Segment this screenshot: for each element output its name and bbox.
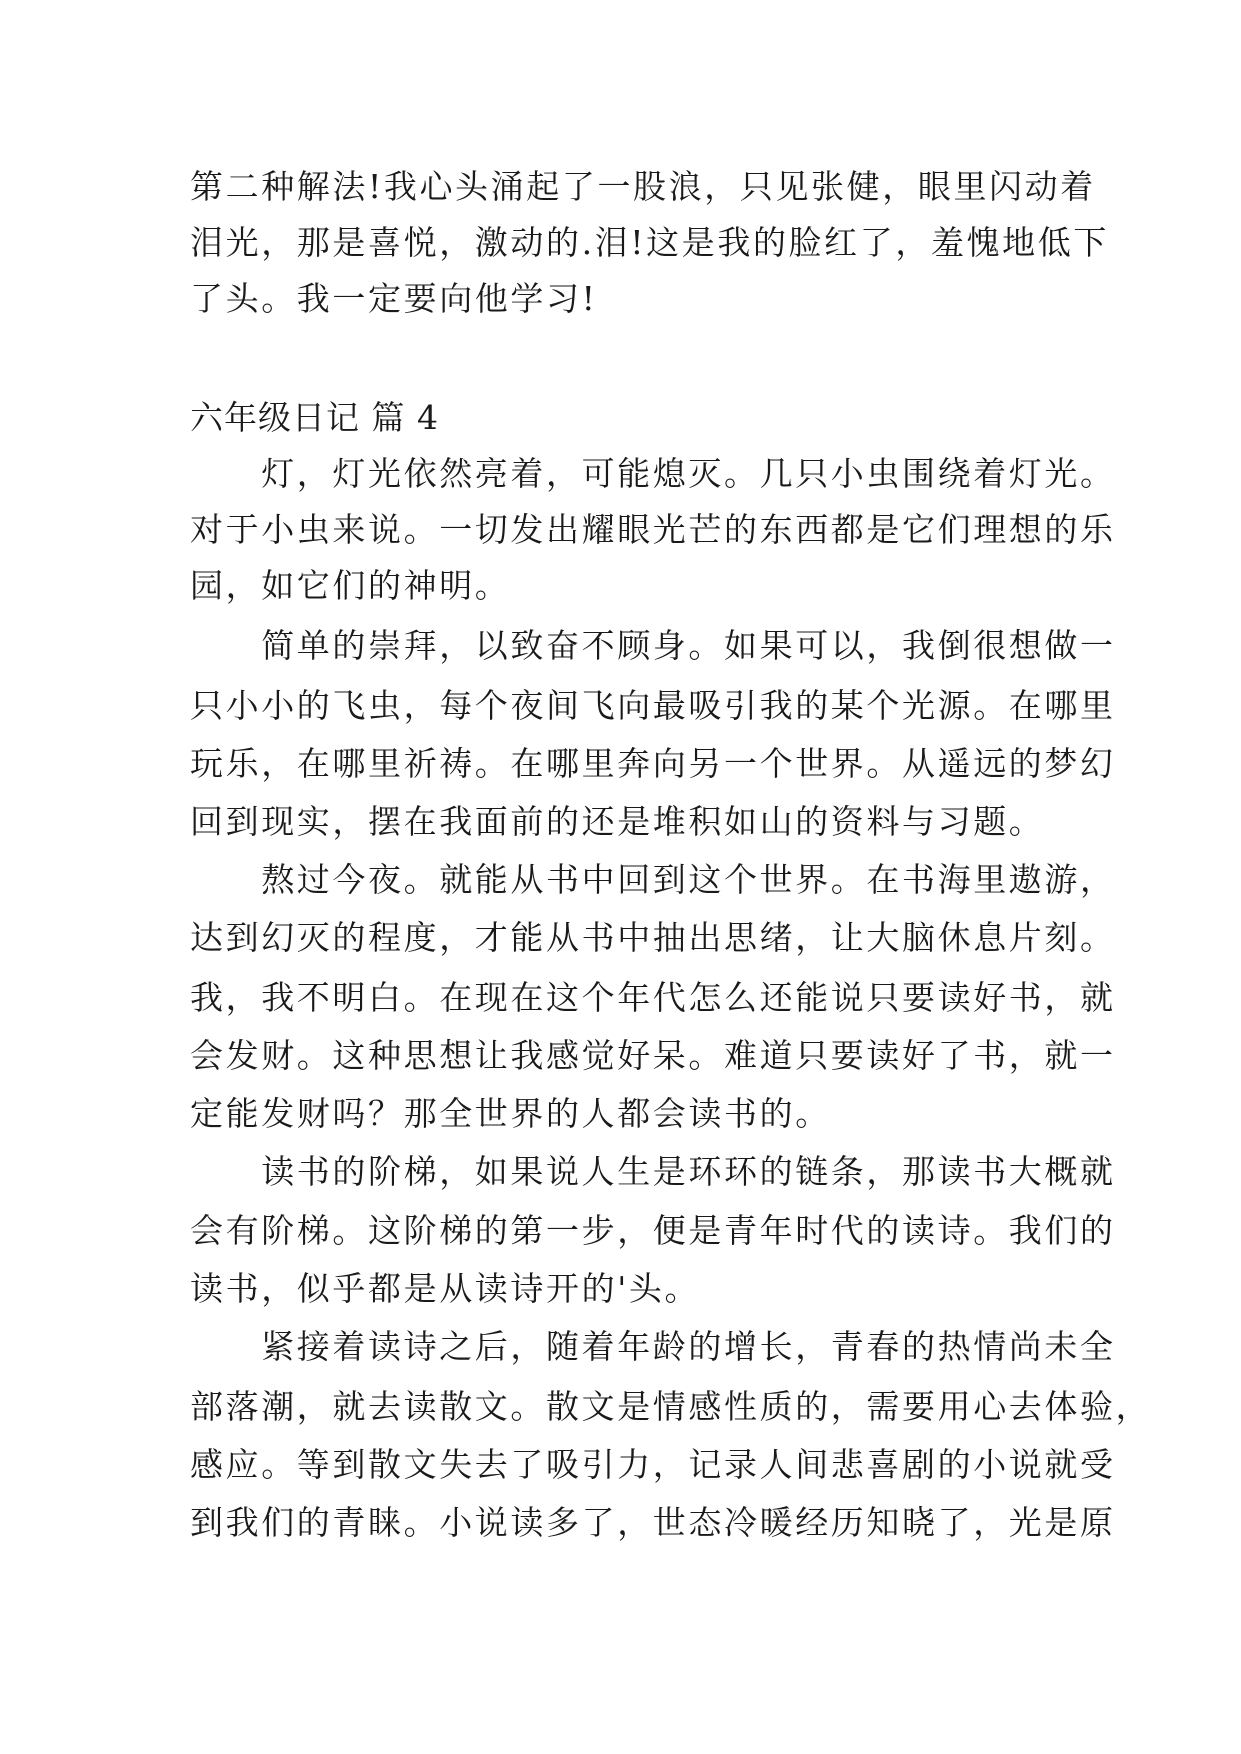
- body-line-7: 回到现实，摆在我面前的还是堆积如山的资料与习题。: [190, 802, 1045, 841]
- intro-line-3: 了头。我一定要向他学习!: [190, 279, 598, 318]
- body-line-5: 只小小的飞虫，每个夜间飞向最吸引我的某个光源。在哪里: [190, 686, 1116, 725]
- body-line-18: 感应。等到散文失去了吸引力，记录人间悲喜剧的小说就受: [190, 1445, 1116, 1484]
- body-line-11: 会发财。这种思想让我感觉好呆。难道只要读好了书，就一: [190, 1036, 1116, 1075]
- body-line-15: 读书，似乎都是从读诗开的'头。: [190, 1269, 701, 1308]
- body-line-2: 对于小虫来说。一切发出耀眼光芒的东西都是它们理想的乐: [190, 510, 1116, 549]
- body-line-3: 园，如它们的神明。: [190, 566, 511, 605]
- body-line-19: 到我们的青睐。小说读多了，世态冷暖经历知晓了，光是原: [190, 1503, 1116, 1542]
- body-line-4: 简单的崇拜，以致奋不顾身。如果可以，我倒很想做一: [190, 626, 1116, 665]
- body-line-8: 熬过今夜。就能从书中回到这个世界。在书海里遨游，: [190, 860, 1116, 899]
- intro-line-1: 第二种解法!我心头涌起了一股浪，只见张健，眼里闪动着: [190, 167, 1096, 206]
- body-line-13: 读书的阶梯，如果说人生是环环的链条，那读书大概就: [190, 1152, 1116, 1191]
- body-line-16: 紧接着读诗之后，随着年龄的增长，青春的热情尚未全: [190, 1327, 1116, 1366]
- body-line-14: 会有阶梯。这阶梯的第一步，便是青年时代的读诗。我们的: [190, 1211, 1116, 1250]
- body-line-17: 部落潮，就去读散文。散文是情感性质的，需要用心去体验，: [190, 1387, 1152, 1426]
- section-title: 六年级日记 篇 4: [190, 398, 439, 437]
- body-line-10: 我，我不明白。在现在这个年代怎么还能说只要读好书，就: [190, 978, 1116, 1017]
- body-line-9: 达到幻灭的程度，才能从书中抽出思绪，让大脑休息片刻。: [190, 918, 1116, 957]
- body-line-1: 灯，灯光依然亮着，可能熄灭。几只小虫围绕着灯光。: [190, 454, 1116, 493]
- body-line-12: 定能发财吗？那全世界的人都会读书的。: [190, 1094, 831, 1133]
- intro-line-2: 泪光，那是喜悦，激动的.泪!这是我的脸红了，羞愧地低下: [190, 223, 1109, 262]
- body-line-6: 玩乐，在哪里祈祷。在哪里奔向另一个世界。从遥远的梦幻: [190, 744, 1116, 783]
